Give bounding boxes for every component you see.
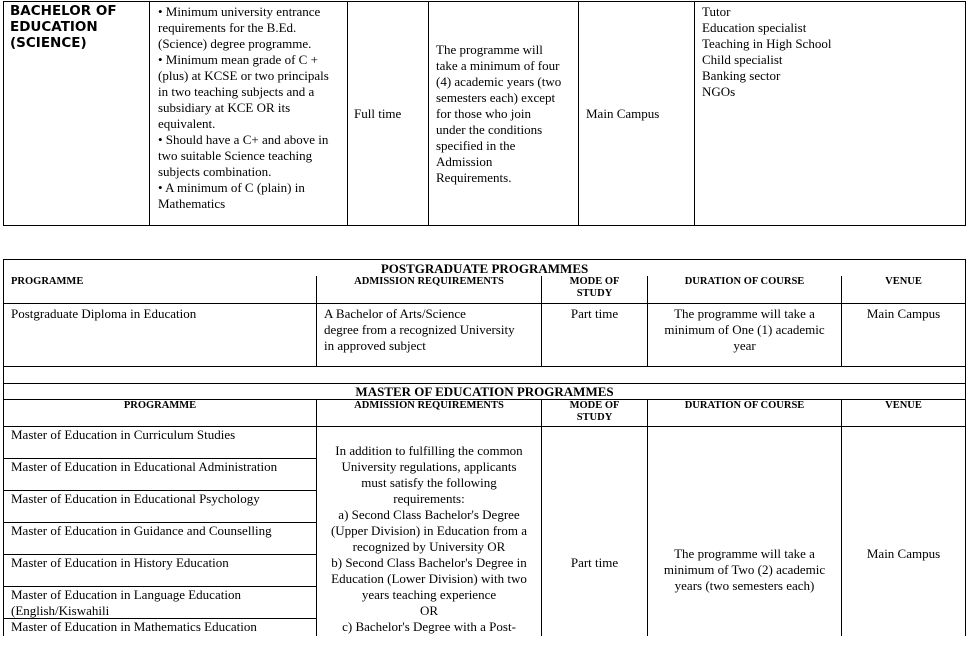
bed-mode: Full time (354, 105, 402, 121)
pg-header-programme: PROGRAMME (4, 276, 317, 303)
ms-mode-cell (542, 426, 648, 636)
ms-programme-name: (English/Kiswahili (11, 602, 110, 618)
bed-programme-cell (4, 2, 150, 226)
requirement-line: (Science) degree programme. (158, 36, 312, 51)
ms-programmes-cell (4, 426, 317, 636)
requirement-line: (plus) at KCSE or two principals (158, 68, 329, 83)
bed-duration-text (436, 42, 578, 186)
duration-line: The programme will take a (674, 545, 815, 561)
postgraduate-table (3, 259, 966, 636)
requirement-line: Mathematics (158, 196, 226, 211)
ms-header-programme: PROGRAMME (4, 399, 317, 426)
ms-programme-item (4, 523, 316, 555)
ms-admission-cell (317, 426, 542, 636)
ms-programme-item (4, 587, 316, 619)
ms-programme-name: Master of Education in Language Education (11, 586, 241, 602)
bed-mode-cell (348, 2, 429, 226)
requirement-line: subjects combination. (158, 164, 272, 179)
ms-admission-text (317, 443, 541, 635)
duration-line: Admission (436, 153, 493, 169)
admission-line: b) Second Class Bachelor's Degree in (331, 554, 527, 570)
career-item: Teaching in High School (702, 36, 832, 51)
pg-header-admission: ADMISSION REQUIREMENTS (317, 276, 542, 303)
duration-line: for those who join (436, 105, 531, 121)
spacer-row (4, 366, 966, 383)
career-item: Education specialist (702, 20, 807, 35)
admission-line: recognized by University OR (352, 538, 506, 554)
ms-programme-item (4, 491, 316, 523)
bed-venue-cell (579, 2, 695, 226)
ms-programme-item (4, 619, 316, 636)
requirement-line: requirements for the B.Ed. (158, 20, 297, 35)
postgraduate-section-title (4, 260, 966, 277)
ms-programme-name: Master of Education in Mathematics Education (11, 618, 257, 634)
admission-line: a) Second Class Bachelor's Degree (338, 506, 520, 522)
requirement-line: subsidiary at KCE OR its (158, 100, 291, 115)
bed-duration-cell (429, 2, 579, 226)
admission-line: Education (Lower Division) with two (331, 570, 527, 586)
career-item: NGOs (702, 84, 736, 99)
pg-venue-cell (842, 303, 966, 366)
bed-careers-cell (695, 2, 966, 226)
ms-programme-name: Master of Education in Educational Psychology (11, 490, 260, 506)
ms-duration-cell (648, 426, 842, 636)
pg-venue: Main Campus (866, 305, 941, 321)
bed-programme-name: BACHELOR OF EDUCATION (SCIENCE) (10, 3, 117, 51)
ms-header-mode: MODE OF STUDY (542, 399, 648, 426)
bed-careers-list (702, 4, 965, 100)
ms-programme-item (4, 555, 316, 587)
admission-line: years teaching experience (361, 586, 497, 602)
requirement-line: • Minimum university entrance (158, 4, 321, 19)
ms-programme-name: Master of Education in History Education (11, 554, 229, 570)
pg-programme: Postgraduate Diploma in Education (11, 305, 197, 321)
duration-line: Requirements. (436, 169, 512, 185)
ms-programme-name: Master of Education in Guidance and Counselling (11, 522, 272, 538)
ms-programmes-list (4, 427, 316, 636)
admission-line: University regulations, applicants (341, 458, 517, 474)
admission-line: In addition to fulfilling the common (335, 442, 523, 458)
bed-requirements-cell (150, 2, 348, 226)
ms-header-venue: VENUE (842, 399, 966, 426)
requirement-line: equivalent. (158, 116, 216, 131)
admission-line: must satisfy the following (361, 474, 497, 490)
admission-line: (Upper Division) in Education from a (330, 522, 528, 538)
postgraduate-title: POSTGRADUATE PROGRAMMES (380, 261, 589, 276)
requirement-line: • A minimum of C (plain) in (158, 180, 305, 195)
pg-header-mode: MODE OF STUDY (542, 276, 648, 303)
career-item: Banking sector (702, 68, 781, 83)
duration-line: under the conditions (436, 121, 543, 137)
duration-line: years (two semesters each) (674, 577, 815, 593)
table-row (4, 303, 966, 366)
pg-mode: Part time (570, 305, 619, 321)
requirement-line: • Minimum mean grade of C + (158, 52, 318, 67)
career-item: Tutor (702, 4, 731, 19)
ms-programme-item (4, 427, 316, 459)
career-item: Child specialist (702, 52, 783, 67)
duration-line: (4) academic years (two (436, 73, 562, 89)
table-row (4, 426, 966, 636)
admission-line: requirements: (393, 490, 465, 506)
pg-header-duration: DURATION OF COURSE (648, 276, 842, 303)
bed-science-table (3, 1, 966, 226)
ms-venue-cell (842, 426, 966, 636)
duration-line: The programme will (436, 41, 543, 57)
requirement-line: in two teaching subjects and a (158, 84, 315, 99)
ms-programme-item (4, 459, 316, 491)
ms-header-admission: ADMISSION REQUIREMENTS (317, 399, 542, 426)
admission-line: c) Bachelor's Degree with a Post- (342, 618, 516, 634)
ms-header-duration: DURATION OF COURSE (648, 399, 842, 426)
ms-programme-name: Master of Education in Curriculum Studies (11, 426, 236, 442)
masters-section-title (4, 383, 966, 399)
admission-line: OR (419, 602, 439, 618)
bed-requirements-list (158, 4, 347, 212)
duration-line: take a minimum of four (436, 57, 560, 73)
pg-duration-cell: The programme will take a minimum of One (1) academic year (648, 303, 842, 366)
requirement-line: two suitable Science teaching (158, 148, 313, 163)
pg-mode-cell (542, 303, 648, 366)
ms-mode: Part time (570, 554, 619, 570)
duration-line: semesters each) except (436, 89, 556, 105)
bed-venue: Main Campus (586, 105, 660, 121)
duration-line: minimum of Two (2) academic (663, 561, 826, 577)
pg-header-venue: VENUE (842, 276, 966, 303)
pg-admission-cell: A Bachelor of Arts/Science degree from a recognized University in approved subject (317, 303, 542, 366)
masters-title: MASTER OF EDUCATION PROGRAMMES (355, 383, 614, 399)
ms-venue: Main Campus (866, 545, 941, 561)
spacer-cell (4, 366, 966, 383)
ms-duration-text (648, 546, 841, 594)
ms-programme-name: Master of Education in Educational Administration (11, 458, 278, 474)
requirement-line: • Should have a C+ and above in (158, 132, 329, 147)
duration-line: specified in the (436, 137, 516, 153)
pg-programme-cell (4, 303, 317, 366)
